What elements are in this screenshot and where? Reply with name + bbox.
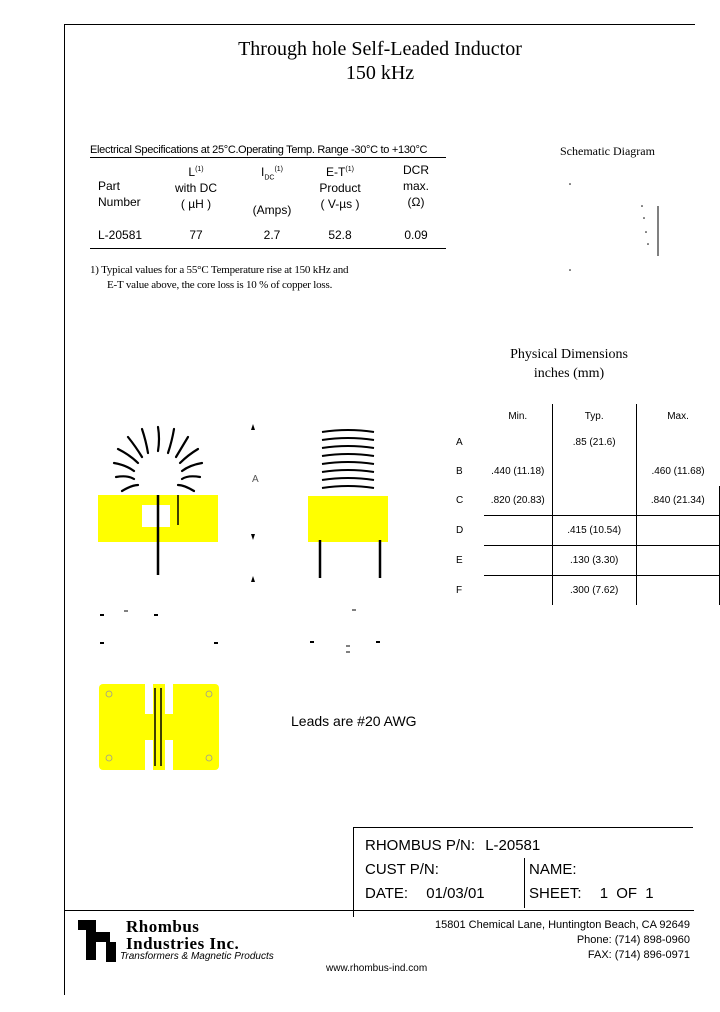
company-address: 15801 Chemical Lane, Huntington Beach, CA 92649 (434, 919, 690, 931)
date-label: DATE: (365, 885, 409, 902)
dim-row-typ: .85 (21.6) (552, 428, 636, 457)
base-notch (142, 505, 170, 527)
spec-rule (90, 157, 446, 158)
col-dcr-line3: (Ω) (407, 195, 425, 209)
title-block-divider (524, 858, 525, 908)
col-l-sup: (1) (195, 166, 204, 173)
cust-pn-label: CUST P/N: (365, 861, 439, 878)
table-row (470, 457, 720, 486)
page-title: Through hole Self-Leaded Inductor (238, 38, 522, 60)
table-row (470, 516, 720, 546)
dim-row-max: .460 (11.68) (651, 466, 705, 477)
dim-row-typ: .130 (3.30) (552, 546, 636, 576)
dim-row-typ (552, 457, 636, 486)
footprint-slot-left-top (145, 684, 153, 714)
table-row (470, 576, 720, 606)
dimensions-table (456, 404, 720, 605)
dimensions-unit: inches (mm) (533, 366, 605, 381)
row-et: 52.8 (328, 228, 352, 242)
sheet-label: SHEET: (529, 885, 582, 902)
date-value: 01/03/01 (426, 885, 485, 902)
dim-row-min: .820 (20.83) (484, 486, 552, 516)
dim-row-max (636, 516, 719, 546)
sheet-of: OF (616, 885, 638, 902)
title-block-rule-left (353, 827, 354, 917)
col-part (84, 178, 158, 210)
dim-row-typ: .300 (7.62) (552, 576, 636, 606)
company-name-line1: Rhombus (126, 917, 200, 936)
row-l: 77 (189, 228, 203, 242)
dim-row-label: C (456, 495, 464, 507)
dim-header-min: Min. (484, 404, 552, 428)
dim-row-min (484, 546, 552, 576)
row-idc: 2.7 (263, 228, 281, 242)
row-dcr: 0.09 (404, 228, 428, 242)
footprint-slot-left-bottom (145, 740, 153, 770)
table-row (470, 428, 720, 457)
col-et-sup: (1) (345, 166, 354, 173)
date-field (365, 885, 485, 902)
col-dcr (386, 162, 446, 210)
sheet-number: 1 (599, 885, 609, 902)
company-name-line2: Industries Inc. (126, 934, 240, 953)
col-et-line2: Product (319, 181, 361, 195)
col-et (310, 162, 370, 212)
dim-row-label: E (456, 555, 463, 566)
table-row (470, 546, 720, 576)
company-tagline: Transformers & Magnetic Products (120, 951, 274, 962)
company-website[interactable]: www.rhombus-ind.com (326, 963, 428, 974)
dim-row-label: A (456, 437, 463, 448)
dimension-a-marks (245, 420, 265, 590)
name-label: NAME: (529, 861, 577, 878)
dim-header-max: Max. (667, 410, 689, 422)
dim-row-max (636, 546, 719, 576)
dim-header-typ: Typ. (552, 404, 636, 428)
page-subtitle: 150 kHz (345, 62, 415, 84)
dimensions-header-row (470, 404, 720, 428)
company-fax: FAX: (714) 896-0971 (587, 949, 690, 961)
col-idc-sub: DC (264, 174, 275, 182)
dim-row-min (484, 516, 552, 546)
table-row (470, 486, 720, 516)
col-idc-sup: (1) (274, 166, 284, 173)
dim-row-max (636, 428, 719, 457)
dim-row-label: D (456, 525, 464, 536)
dim-row-min: .440 (11.18) (484, 457, 552, 486)
footprint-slot-right-top (165, 684, 173, 714)
col-l-line2: with DC (174, 181, 217, 195)
col-l-line3: ( µH ) (180, 197, 212, 211)
dimension-a-label: A (252, 474, 259, 485)
spec-row-rule (90, 248, 446, 249)
leads-note: Leads are #20 AWG (291, 713, 417, 729)
col-l-line1: L (188, 165, 196, 179)
sheet-total: 1 (645, 885, 654, 902)
col-idc-line2: (Amps) (252, 203, 292, 218)
dim-row-label: F (456, 584, 463, 596)
company-phone: Phone: (714) 898-0960 (576, 934, 690, 946)
note-line2: E-T value above, the core loss is 10 % of copper loss. (107, 279, 333, 291)
col-et-line3: ( V-µs ) (320, 197, 360, 211)
rhombus-pn (365, 837, 540, 854)
dim-row-typ (552, 486, 636, 516)
toroid-windings (114, 427, 202, 491)
col-part-line1: Part (98, 179, 121, 193)
col-et-line1: E-T (326, 165, 346, 179)
row-part: L-20581 (98, 228, 143, 242)
dim-row-min (484, 576, 552, 606)
spec-header-left: Electrical Specifications at 25°C. (90, 144, 239, 156)
dim-row-label: B (456, 466, 463, 477)
dim-row-typ: .415 (10.54) (552, 516, 636, 546)
footprint-view (95, 680, 225, 775)
rhombus-pn-label: RHOMBUS P/N: (365, 837, 476, 854)
note-line1: 1) Typical values for a 55°C Temperature rise at 150 kHz and (90, 264, 349, 276)
footer-rule (64, 910, 694, 911)
title-block-rule-top (353, 827, 693, 828)
col-l (166, 162, 226, 212)
inductor-front-view (90, 415, 240, 655)
dimensions-title: Physical Dimensions (510, 347, 628, 362)
dim-row-max (636, 576, 719, 606)
col-idc-line1: I (260, 165, 265, 179)
dim-row-min (484, 428, 552, 457)
sheet-field (529, 885, 654, 902)
spec-header-right: Operating Temp. Range -30°C to +130°C (238, 144, 428, 156)
col-idc (242, 162, 302, 218)
footprint-slot-right-bottom (165, 740, 173, 770)
schematic-title: Schematic Diagram (560, 144, 655, 158)
coil-turns (322, 430, 374, 488)
inductor-side-view (300, 420, 400, 660)
col-dcr-line2: max. (402, 179, 429, 193)
side-base-block (308, 496, 388, 542)
col-dcr-line1: DCR (403, 163, 429, 177)
footprint-pad (99, 684, 219, 770)
dim-row-max: .840 (21.34) (636, 486, 719, 516)
col-part-line2: Number (98, 195, 141, 209)
company-logo-icon (76, 918, 124, 966)
rhombus-pn-value: L-20581 (485, 837, 541, 854)
schematic-diagram (560, 170, 670, 280)
